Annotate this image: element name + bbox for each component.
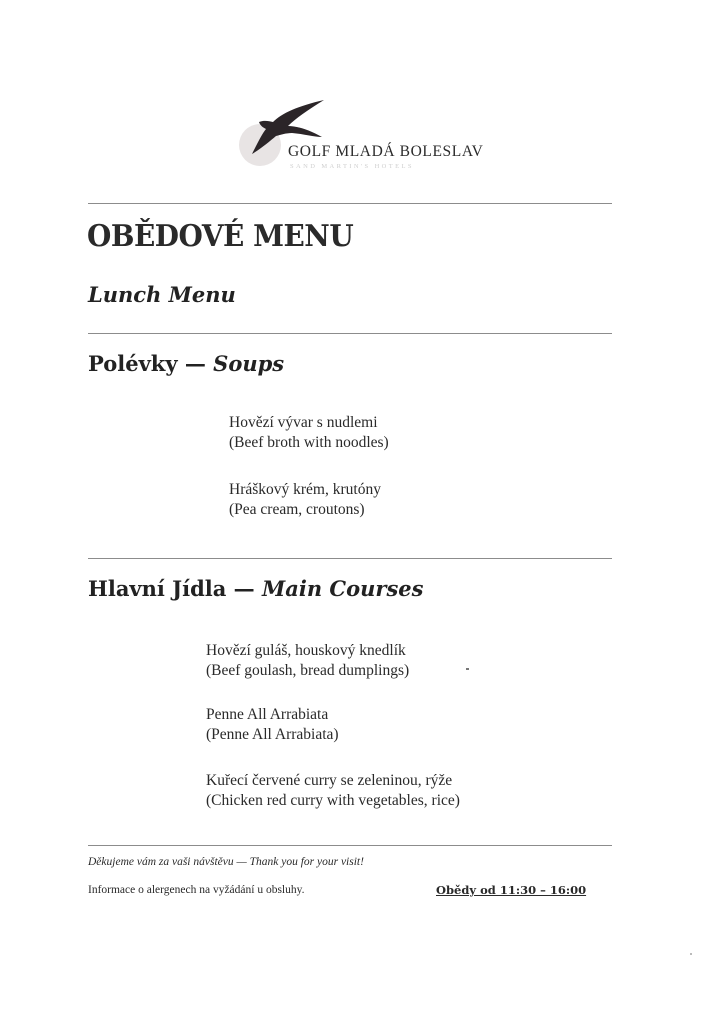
section-heading-main-courses [88, 576, 423, 601]
divider [88, 845, 612, 846]
menu-item-cz: Hovězí guláš, houskový knedlík [206, 642, 406, 659]
menu-item-en: (Chicken red curry with vegetables, rice) [206, 792, 460, 809]
menu-item-cz: Hráškový krém, krutóny [229, 481, 381, 498]
logo [236, 96, 484, 176]
page-subtitle: Lunch Menu [88, 282, 236, 307]
logo-name: GOLF MLADÁ BOLESLAV [288, 143, 484, 160]
allergen-info: Informace o alergenech na vyžádání u obsluhy. [88, 884, 305, 896]
menu-item-en: (Beef broth with noodles) [229, 434, 389, 451]
menu-item [206, 771, 460, 811]
divider [88, 333, 612, 334]
menu-item-en: (Pea cream, croutons) [229, 501, 365, 518]
menu-item-cz: Hovězí vývar s nudlemi [229, 414, 378, 431]
scan-speck [466, 668, 469, 670]
section-heading-separator: — [177, 351, 214, 376]
menu-item [229, 480, 381, 520]
menu-item-en: (Beef goulash, bread dumplings) [206, 662, 410, 679]
divider [88, 558, 612, 559]
scan-speck [690, 953, 692, 955]
thank-you-note: Děkujeme vám za vaši návštěvu — Thank you for your visit! [88, 856, 364, 868]
menu-item-cz: Penne All Arrabiata [206, 706, 329, 723]
section-heading-separator: — [226, 576, 262, 601]
menu-item [229, 413, 389, 453]
logo-subtitle: SAND MARTIN'S HOTELS [290, 163, 414, 170]
menu-item [206, 641, 409, 681]
section-heading-en: Main Courses [262, 576, 424, 601]
section-heading-soups [88, 351, 284, 376]
menu-item-en: (Penne All Arrabiata) [206, 726, 339, 743]
section-heading-cz: Polévky [88, 351, 178, 376]
section-heading-en: Soups [213, 351, 285, 376]
lunch-hours: Obědy od 11:30 – 16:00 [436, 883, 587, 897]
menu-item-cz: Kuřecí červené curry se zeleninou, rýže [206, 772, 453, 789]
menu-item [206, 705, 339, 745]
divider [88, 203, 612, 204]
section-heading-cz: Hlavní Jídla [88, 576, 227, 601]
page-title: OBĚDOVÉ MENU [87, 219, 354, 254]
